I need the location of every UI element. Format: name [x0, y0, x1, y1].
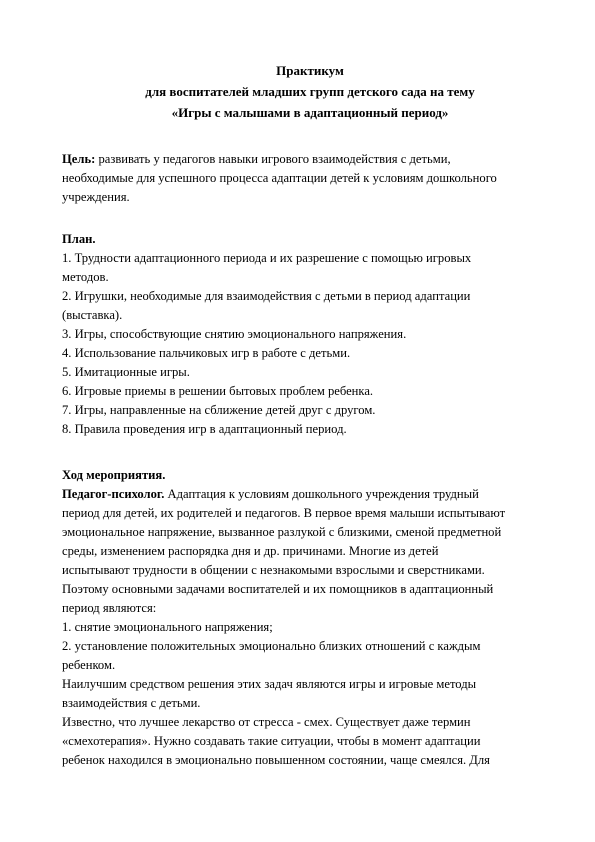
- course-text-first: Адаптация к условиям дошкольного учреждения трудный: [164, 487, 479, 501]
- course-line: период для детей, их родителей и педагогов. В первое время малыши испытывают: [62, 506, 506, 520]
- course-line: Наилучшим средством решения этих задач являются игры и игровые методы: [62, 677, 477, 691]
- course-line: 1. снятие эмоционального напряжения;: [62, 620, 273, 634]
- course-line: ребенок находился в эмоционально повышенном состоянии, чаще смеялся. Для: [62, 753, 490, 767]
- document-title: [60, 60, 560, 123]
- plan-line: 4. Использование пальчиковых игр в работе с детьми.: [62, 346, 351, 360]
- course-line: период являются:: [62, 601, 157, 615]
- plan-line: 7. Игры, направленные на сближение детей друг с другом.: [62, 403, 376, 417]
- title-line-1: Практикум: [276, 63, 344, 78]
- course-line: Известно, что лучшее лекарство от стресса - смех. Существует даже термин: [62, 715, 471, 729]
- course-line: «смехотерапия». Нужно создавать такие ситуации, чтобы в момент адаптации: [62, 734, 481, 748]
- goal-text-2: необходимые для успешного процесса адаптации детей к условиям дошкольного: [62, 171, 497, 185]
- course-line: взаимодействия с детьми.: [62, 696, 201, 710]
- course-line: эмоциональное напряжение, вызванное разлукой с близкими, сменой предметной: [62, 525, 502, 539]
- course-line: испытывают трудности в общении с незнакомыми взрослыми и сверстниками.: [62, 563, 485, 577]
- goal-text-1: развивать у педагогов навыки игрового взаимодействия с детьми,: [95, 152, 451, 166]
- title-line-2: для воспитателей младших групп детского сада на тему: [145, 84, 475, 99]
- course-line: ребенком.: [62, 658, 116, 672]
- plan-line: 5. Имитационные игры.: [62, 365, 190, 379]
- plan-line: 1. Трудности адаптационного периода и их разрешение с помощью игровых: [62, 251, 472, 265]
- plan-line: 8. Правила проведения игр в адаптационный период.: [62, 422, 347, 436]
- plan-line: (выставка).: [62, 308, 123, 322]
- plan-line: 2. Игрушки, необходимые для взаимодействия с детьми в период адаптации: [62, 289, 471, 303]
- course-line: среды, изменением распорядка дня и др. причинами. Многие из детей: [62, 544, 439, 558]
- plan-line: 6. Игровые приемы в решении бытовых проблем ребенка.: [62, 384, 374, 398]
- goal-label: Цель:: [62, 152, 96, 166]
- course-heading: Ход мероприятия.: [62, 468, 166, 482]
- course-line: Поэтому основными задачами воспитателей и их помощников в адаптационный: [62, 582, 494, 596]
- speaker-label: Педагог-психолог.: [62, 487, 165, 501]
- goal-text-3: учреждения.: [62, 190, 130, 204]
- course-section: [62, 466, 537, 770]
- plan-heading: План.: [62, 232, 96, 246]
- plan-line: методов.: [62, 270, 109, 284]
- title-line-3: «Игры с малышами в адаптационный период»: [171, 105, 449, 120]
- plan-section: [62, 230, 537, 439]
- plan-line: 3. Игры, способствующие снятию эмоционального напряжения.: [62, 327, 407, 341]
- goal-section: [62, 150, 537, 207]
- course-line: 2. установление положительных эмоционально близких отношений с каждым: [62, 639, 481, 653]
